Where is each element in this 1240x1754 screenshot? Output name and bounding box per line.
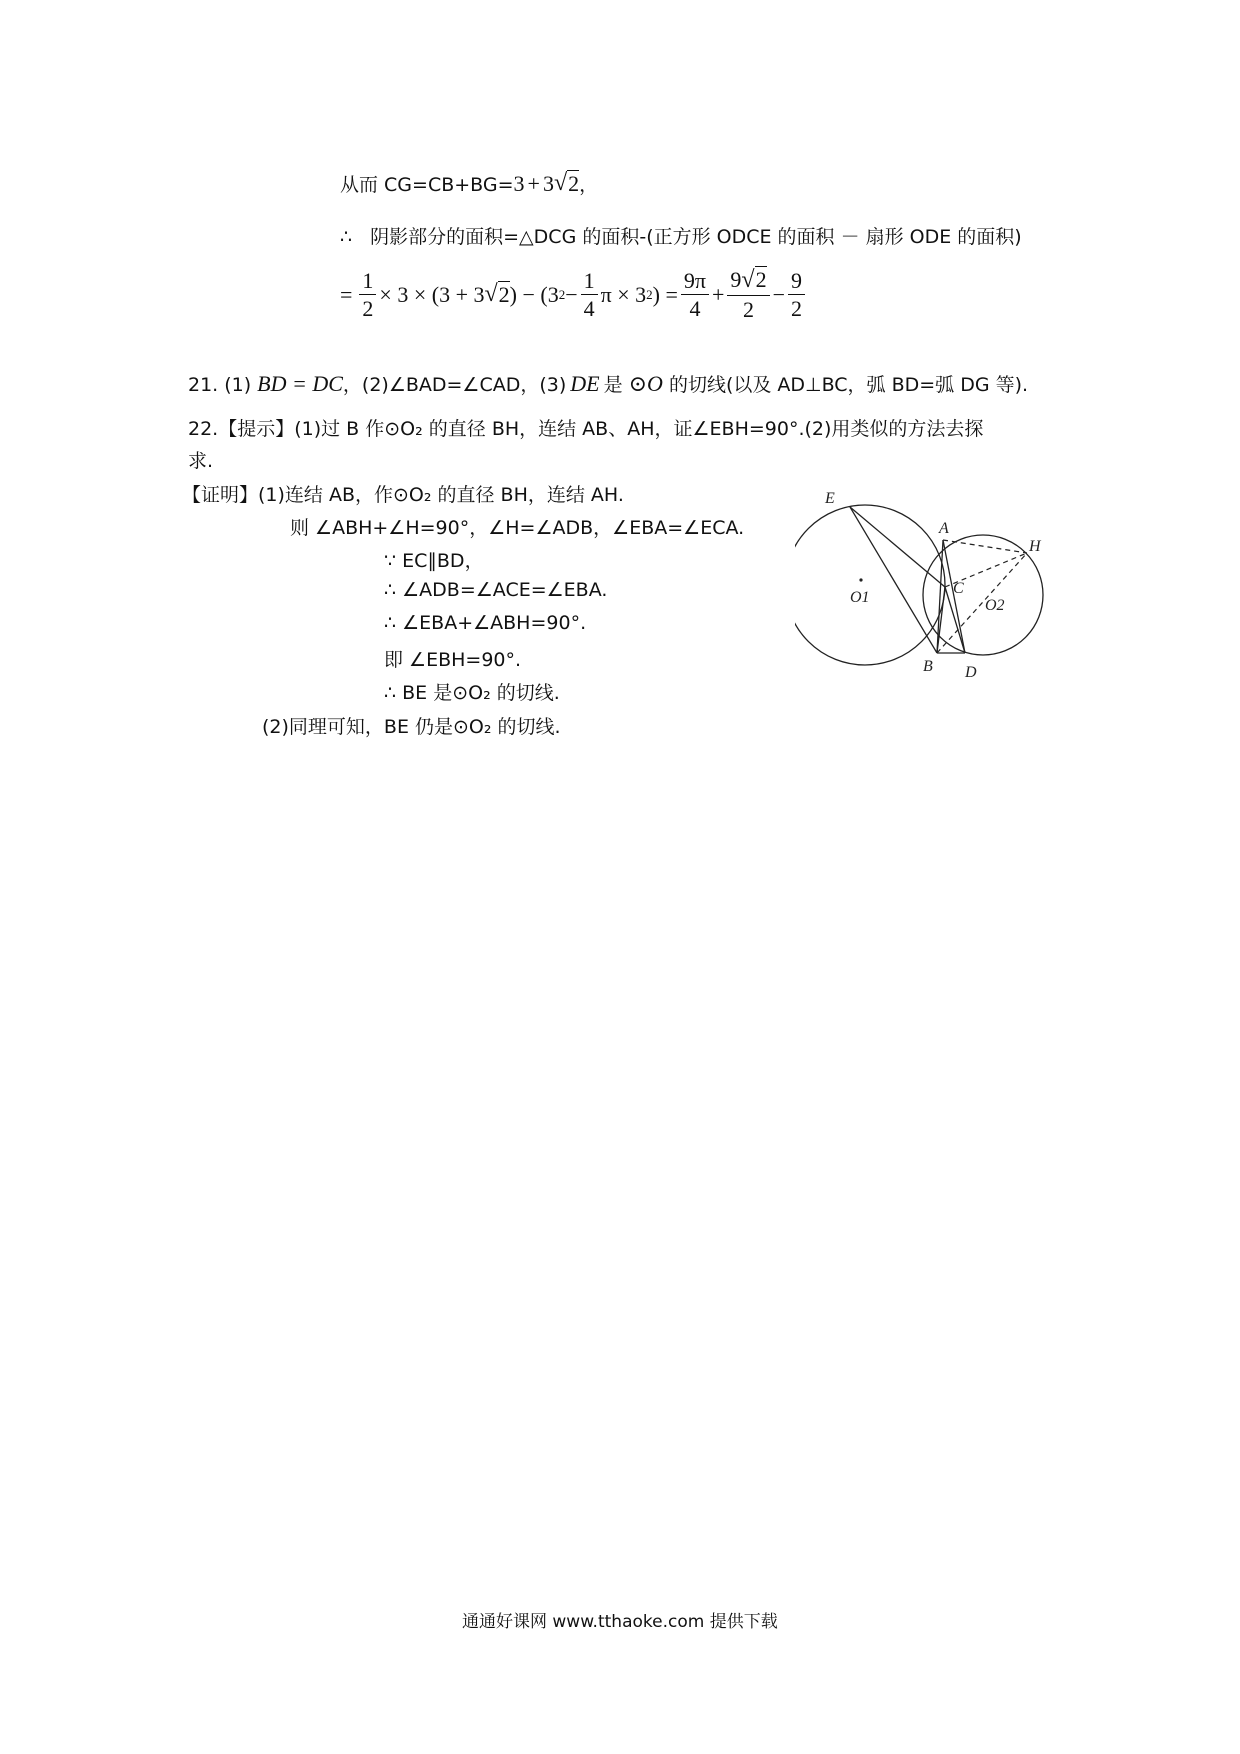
- q21-de: DE: [570, 371, 600, 396]
- frac-num: 1: [581, 269, 598, 295]
- label-h: H: [1029, 538, 1041, 555]
- eq-sign: =: [340, 281, 353, 307]
- eq-part: −: [565, 281, 578, 307]
- eq-part: π × 3: [600, 281, 647, 307]
- frac-num: 9: [788, 269, 805, 295]
- frac-num: 9π: [681, 269, 709, 295]
- eq-radicand: 2: [755, 267, 767, 292]
- label-o2: O2: [985, 597, 1005, 614]
- label-b: B: [923, 658, 933, 675]
- label-e: E: [825, 490, 835, 507]
- proof-step-5: 即 ∠EBH=90°.: [384, 649, 522, 671]
- proof-step-4: ∴ ∠EBA+∠ABH=90°.: [384, 612, 587, 634]
- sqrt-icon: √: [484, 281, 498, 308]
- area-text: 阴影部分的面积=△DCG 的面积-(正方形 ODCE 的面积 － 扇形 ODE 的面积): [370, 226, 1022, 248]
- eq-exponent: 2: [646, 286, 653, 302]
- cg-prefix: 从而 CG=CB+BG=: [340, 174, 514, 196]
- fraction-quarter: [581, 269, 598, 320]
- proof-heading: 【证明】(1)连结 AB，作⊙O₂ 的直径 BH，连结 AH.: [182, 484, 624, 506]
- cg-plus: +: [527, 170, 540, 196]
- q21-lead: 21. (1): [188, 374, 252, 396]
- fraction-9pi-4: [681, 269, 709, 320]
- eq-part: ) =: [652, 281, 678, 307]
- frac-den: 4: [689, 296, 701, 322]
- segment-ah: [943, 540, 1027, 553]
- fraction-9-2: [788, 269, 805, 320]
- center-o1: [859, 578, 862, 581]
- cg-value-b: 3: [542, 170, 554, 196]
- sqrt-icon: √: [553, 170, 568, 196]
- frac-num: 9: [730, 267, 742, 292]
- label-c: C: [953, 580, 964, 597]
- eq-part: × 3 × (3 + 3: [379, 281, 485, 307]
- q21-circle-o: ⊙O: [628, 371, 663, 396]
- frac-den: 2: [362, 296, 374, 322]
- eq-part: ) − (3: [509, 281, 559, 307]
- frac-den: 2: [791, 296, 803, 322]
- geometry-diagram: [795, 485, 1050, 685]
- q22-hint-line2: 求.: [188, 450, 214, 472]
- proof-step-6: ∴ BE 是⊙O₂ 的切线.: [384, 682, 560, 704]
- page-footer: 通通好课网 www.tthaoke.com 提供下载: [462, 1612, 778, 1632]
- segment-eb: [850, 507, 937, 653]
- circle-o1: [795, 505, 945, 665]
- label-o1: O1: [850, 589, 870, 606]
- eq-minus: −: [772, 281, 786, 307]
- area-line: [340, 222, 1022, 249]
- q21-answer: [188, 370, 1028, 397]
- fraction-half: [359, 269, 376, 320]
- q21-mid1: ，(2)∠BAD=∠CAD，(3): [342, 374, 567, 396]
- q21-tail: 的切线(以及 AD⊥BC，弧 BD=弧 DG 等).: [668, 374, 1029, 396]
- proof-part-2: (2)同理可知，BE 仍是⊙O₂ 的切线.: [262, 716, 561, 738]
- q22-hint-line1: 22.【提示】(1)过 B 作⊙O₂ 的直径 BH，连结 AB、AH，证∠EBH=90°.(2)用类似的方法去探: [188, 418, 984, 440]
- frac-den: 4: [583, 296, 595, 322]
- sqrt-icon: √: [741, 267, 755, 293]
- frac-num: 1: [359, 269, 376, 295]
- fraction-9sqrt2-2: [727, 268, 769, 321]
- cg-radicand: 2: [568, 171, 580, 196]
- cg-line: [340, 170, 598, 197]
- q21-bd-dc: BD = DC: [257, 371, 343, 396]
- label-a: A: [939, 520, 949, 537]
- q21-mid2: 是: [603, 374, 623, 396]
- cg-suffix: ，: [579, 174, 599, 196]
- therefore-symbol: ∴: [340, 226, 353, 248]
- frac-den: 2: [743, 297, 754, 323]
- label-d: D: [965, 664, 977, 681]
- segment-ec: [850, 507, 945, 587]
- area-equation: [340, 268, 808, 321]
- cg-value-a: 3: [513, 170, 525, 196]
- eq-radicand: 2: [498, 282, 510, 308]
- eq-exponent: 2: [558, 286, 566, 302]
- proof-step-3: ∴ ∠ADB=∠ACE=∠EBA.: [384, 579, 608, 601]
- proof-step-2: ∵ EC∥BD，: [384, 550, 484, 572]
- eq-plus: +: [712, 281, 725, 307]
- proof-step-1: 则 ∠ABH+∠H=90°，∠H=∠ADB，∠EBA=∠ECA.: [290, 517, 745, 539]
